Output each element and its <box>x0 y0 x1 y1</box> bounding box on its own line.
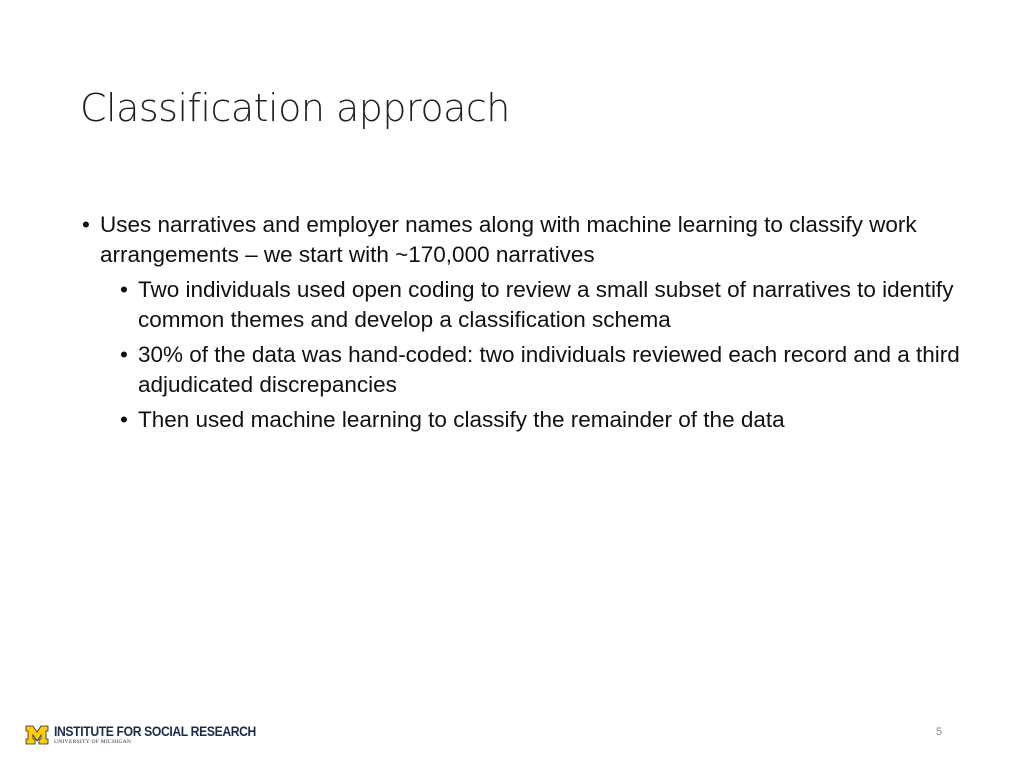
block-m-icon <box>25 725 49 745</box>
bullet-text: Two individuals used open coding to review a small subset of narratives to identify common themes and develop a classification schema <box>138 277 954 332</box>
bullet-dot-icon: • <box>120 342 128 367</box>
sub-bullet-item <box>118 405 960 435</box>
page-number: 5 <box>936 726 943 738</box>
bullet-text: Then used machine learning to classify the remainder of the data <box>138 407 785 432</box>
bullet-item <box>80 210 960 269</box>
sub-bullet-item <box>118 275 960 334</box>
slide-title: Classification approach <box>80 86 510 130</box>
bullet-text: Uses narratives and employer names along with machine learning to classify work arrangements – we start with ~170,000 narratives <box>100 212 917 267</box>
logo-sub-text: UNIVERSITY OF MICHIGAN <box>54 738 132 745</box>
bullet-dot-icon: • <box>120 407 128 432</box>
sub-bullet-item <box>118 340 960 399</box>
logo-text <box>54 725 278 745</box>
bullet-dot-icon: • <box>120 277 128 302</box>
logo-main-text: INSTITUTE FOR SOCIAL RESEARCH <box>54 724 256 739</box>
bullet-list <box>80 210 960 441</box>
bullet-dot-icon: • <box>82 212 90 237</box>
isr-logo <box>25 723 278 747</box>
bullet-text: 30% of the data was hand-coded: two individuals reviewed each record and a third adjudicated discrepancies <box>138 342 960 397</box>
